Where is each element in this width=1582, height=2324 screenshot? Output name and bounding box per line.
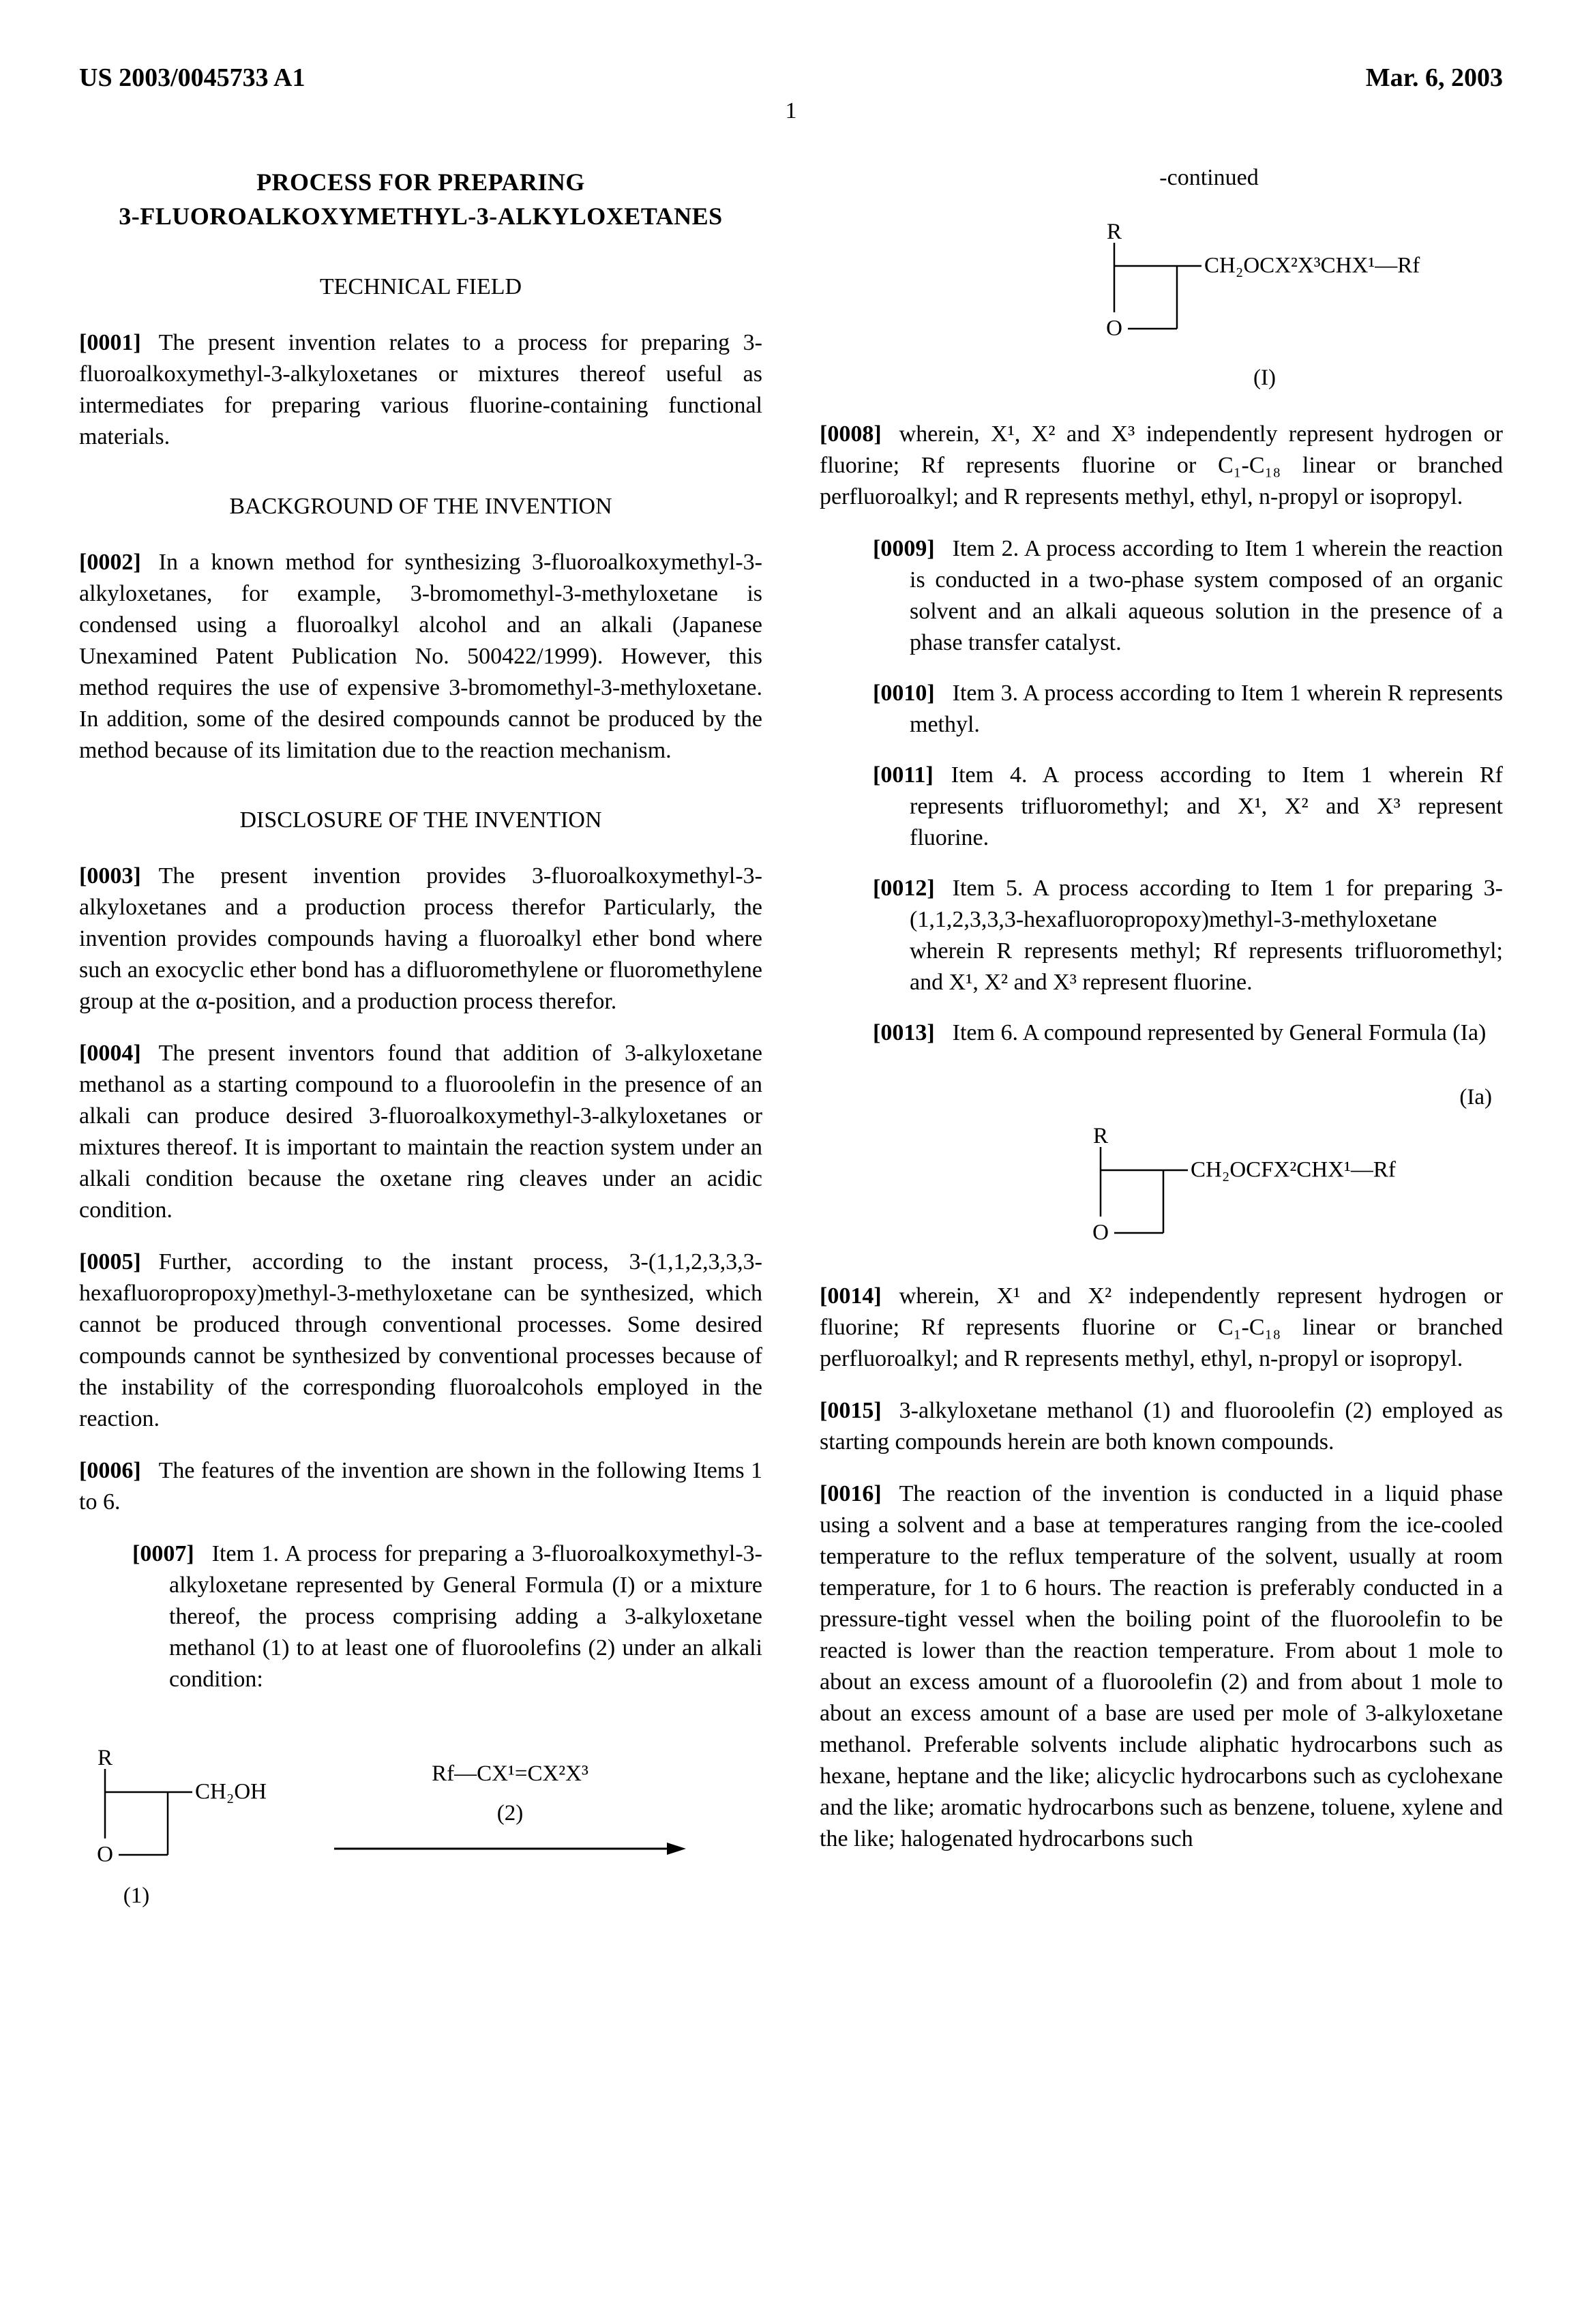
paragraph-text: Further, according to the instant process, 3-(1,1,2,3,3,3-hexafluoropropoxy)methyl-3-methyloxetane can be synthesized, which cannot be produced through conventional processes. Some desired compounds cannot be synthesized by conventional processes because of the instability of the corresponding fluoroalcohols employed in the reaction.: [79, 1249, 762, 1431]
paragraph-0008: [820, 419, 1503, 513]
paragraph-0010: [820, 678, 1503, 741]
paragraph-number: [0006]: [79, 1458, 141, 1483]
paragraph-0015: [820, 1395, 1503, 1458]
paragraph-0012: [820, 873, 1503, 998]
formula-number-label: (I): [1253, 366, 1276, 390]
side-chain-formula: CH₂OH: [195, 1779, 267, 1804]
invention-title-line2: 3-FLUOROALKOXYMETHYL-3-ALKYLOXETANES: [119, 203, 723, 230]
patent-number: US 2003/0045733 A1: [79, 63, 305, 92]
formula-number-label: (1): [123, 1883, 150, 1908]
paragraph-0004: [79, 1038, 762, 1226]
two-column-body: [79, 151, 1503, 1931]
paragraph-number: [0008]: [820, 421, 882, 447]
reaction-scheme: [83, 1739, 762, 1918]
paragraph-text: The present inventors found that addition of 3-alkyloxetane methanol as a starting compound to a fluoroolefin in the presence of an alkali can produce desired 3-fluoroalkoxymethyl-3-alkyloxetanes or mixtures thereof. It is important to maintain the reaction system under an alkali condition because the oxetane ring cleaves under an acidic condition.: [79, 1041, 762, 1223]
right-column: [820, 151, 1503, 1931]
fluoroolefin-formula: Rf—CX¹=CX²X³: [432, 1761, 588, 1786]
paragraph-number: [0011]: [873, 762, 934, 788]
structure-formula-Ia-block: [820, 1082, 1503, 1260]
paragraph-number: [0003]: [79, 863, 141, 889]
oxygen-atom-label: O: [97, 1842, 113, 1867]
paragraph-text: Item 3. A process according to Item 1 wherein R represents methyl.: [910, 681, 1503, 737]
reaction-conditions: [333, 1739, 687, 1918]
paragraph-0002: [79, 547, 762, 766]
paragraph-number: [0014]: [820, 1283, 882, 1309]
paragraph-number: [0002]: [79, 550, 141, 575]
paragraph-0011: [820, 760, 1503, 854]
paragraph-text: 3-alkyloxetane methanol (1) and fluoroolefin (2) employed as starting compounds herein are both known compounds.: [820, 1398, 1503, 1455]
invention-title: [79, 165, 762, 233]
paragraph-text: Item 1. A process for preparing a 3-fluoroalkoxymethyl-3-alkyloxetane represented by General Formula (I) or a mixture thereof, the process comprising adding a 3-alkyloxetane methanol (1) to at least one of fluoroolefins (2) under an alkali condition:: [169, 1541, 762, 1692]
paragraph-0013: [820, 1017, 1503, 1049]
section-heading-disclosure: DISCLOSURE OF THE INVENTION: [239, 807, 602, 833]
paragraph-text: The reaction of the invention is conducted in a liquid phase using a solvent and a base at temperatures ranging from the ice-cooled temperature to the reflux temperature of the solvent, usually at room temperature, for 1 to 6 hours. The reaction is preferably conducted in a pressure-tight vessel when the boiling point of the fluoroolefin to be reacted is lower than the reaction temperature. From about 1 mole to about an excess amount of a fluoroolefin (2) and from about 1 mole to about an excess amount of a base are used per mole of 3-alkyloxetane methanol. Preferable solvents include aliphatic hydrocarbons such as hexane, heptane and the like; alicyclic hydrocarbons such as cyclohexane and the like; aromatic hydrocarbons such as benzene, toluene, xylene and the like; halogenated hydrocarbons such: [820, 1481, 1503, 1851]
side-chain-formula: CH₂OCFX²CHX¹—Rf: [1191, 1157, 1396, 1182]
structure-formula-Ia: [1079, 1117, 1488, 1260]
section-heading-background: BACKGROUND OF THE INVENTION: [229, 494, 612, 519]
paragraph-number: [0010]: [873, 681, 935, 706]
structure-formula-I: [1092, 213, 1502, 398]
paragraph-0009: [820, 533, 1503, 659]
reaction-arrow-icon: [333, 1840, 687, 1858]
paragraph-text: In a known method for synthesizing 3-fluoroalkoxymethyl-3-alkyloxetanes, for example, 3-bromomethyl-3-methyloxetane is condensed using a fluoroalkyl alcohol and an alkali (Japanese Unexamined Patent Publication No. 500422/1999). However, this method requires the use of expensive 3-bromomethyl-3-methyloxetane. In addition, some of the desired compounds cannot be produced by the method because of its limitation due to the reaction mechanism.: [79, 550, 762, 763]
paragraph-0001: [79, 327, 762, 453]
paragraph-number: [0005]: [79, 1249, 141, 1275]
paragraph-text: wherein, X¹ and X² independently represent hydrogen or fluorine; Rf represents fluorine or C₁-C₁₈ linear or branched perfluoroalkyl; and R represents methyl, ethyl, n-propyl or isopropyl.: [820, 1283, 1503, 1371]
paragraph-number: [0007]: [132, 1541, 194, 1566]
substituent-R-label: R: [97, 1746, 113, 1770]
paragraph-text: The features of the invention are shown in the following Items 1 to 6.: [79, 1458, 762, 1515]
substituent-R-label: R: [1106, 220, 1122, 244]
paragraph-text: wherein, X¹, X² and X³ independently represent hydrogen or fluorine; Rf represents fluorine or C₁-C₁₈ linear or branched perfluoroalkyl; and R represents methyl, ethyl, n-propyl or isopropyl.: [820, 421, 1503, 509]
structure-oxetane-methanol-1: [83, 1739, 329, 1918]
invention-title-line1: PROCESS FOR PREPARING: [256, 168, 585, 196]
paragraph-text: Item 2. A process according to Item 1 wherein the reaction is conducted in a two-phase system composed of an organic solvent and an alkali aqueous solution in the presence of a phase transfer catalyst.: [910, 536, 1503, 655]
paragraph-number: [0004]: [79, 1041, 141, 1066]
paragraph-number: [0009]: [873, 536, 935, 561]
paragraph-text: Item 5. A process according to Item 1 for preparing 3-(1,1,2,3,3,3-hexafluoropropoxy)methyl-3-methyloxetane wherein R represents methyl; Rf represents trifluoromethyl; and X¹, X² and X³ represent fluorine.: [910, 876, 1503, 995]
paragraph-number: [0012]: [873, 876, 935, 901]
paragraph-text: Item 4. A process according to Item 1 wherein Rf represents trifluoromethyl; and X¹, X² and X³ represent fluorine.: [910, 762, 1503, 850]
section-heading-technical-field: TECHNICAL FIELD: [319, 274, 522, 299]
oxygen-atom-label: O: [1092, 1220, 1109, 1245]
paragraph-text: Item 6. A compound represented by General Formula (Ia): [952, 1020, 1487, 1045]
left-column: [79, 151, 762, 1931]
continued-label: -continued: [1159, 165, 1259, 190]
paragraph-0016: [820, 1478, 1503, 1855]
paragraph-0014: [820, 1281, 1503, 1375]
paragraph-number: [0013]: [873, 1020, 935, 1045]
paragraph-0006: [79, 1455, 762, 1518]
paragraph-0007: [79, 1538, 762, 1695]
fluoroolefin-number-label: (2): [496, 1801, 524, 1826]
paragraph-0003: [79, 861, 762, 1017]
paragraph-text: The present invention relates to a process for preparing 3-fluoroalkoxymethyl-3-alkyloxetanes or mixtures thereof useful as intermediates for preparing various fluorine-containing functional materials.: [79, 330, 762, 449]
paragraph-number: [0001]: [79, 330, 141, 355]
paragraph-0005: [79, 1247, 762, 1435]
substituent-R-label: R: [1092, 1124, 1109, 1148]
page-header: [79, 63, 1503, 93]
side-chain-formula: CH₂OCX²X³CHX¹—Rf: [1204, 253, 1420, 278]
fluoroolefin-reagent: [333, 1758, 687, 1829]
page-number: 1: [785, 98, 797, 123]
paragraph-number: [0015]: [820, 1398, 882, 1423]
publication-date: Mar. 6, 2003: [1365, 63, 1503, 92]
paragraph-text: The present invention provides 3-fluoroalkoxymethyl-3-alkyloxetanes and a production process therefor Particularly, the invention provides compounds having a fluoroalkyl ether bond where such an exocyclic ether bond has a difluoromethylene or fluoromethylene group at the α-position, and a production process therefor.: [79, 863, 762, 1014]
oxygen-atom-label: O: [1106, 316, 1122, 341]
paragraph-number: [0016]: [820, 1481, 882, 1506]
formula-Ia-number-label: (Ia): [1459, 1085, 1492, 1109]
